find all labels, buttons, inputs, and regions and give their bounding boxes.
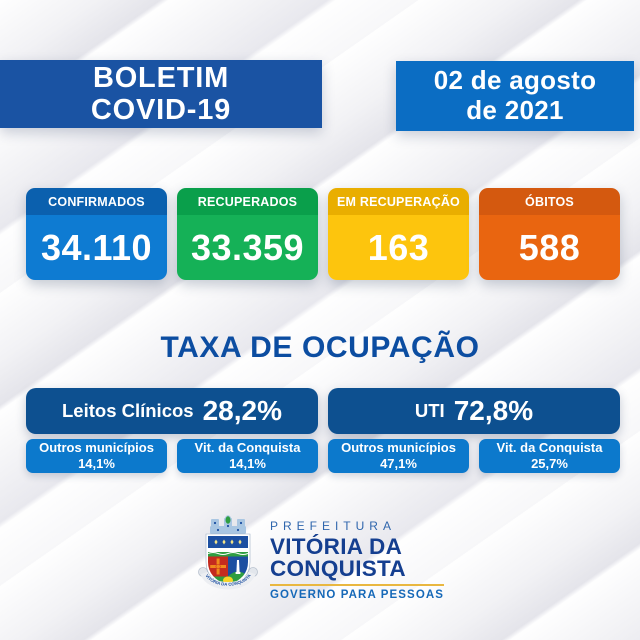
occupancy-sub-row: [328, 439, 620, 473]
city-coat-of-arms-icon: [196, 514, 260, 606]
stat-card-value: 34.110: [26, 215, 167, 280]
crest-ribbon-text: VITÓRIA DA CONQUISTA: [204, 573, 252, 587]
stat-card-label: ÓBITOS: [479, 188, 620, 215]
bulletin-date-banner: [396, 61, 634, 131]
org-name-line1: VITÓRIA DA: [269, 533, 403, 559]
org-prefeitura-label: PREFEITURA: [269, 518, 396, 533]
occupancy-main-label: UTI: [414, 400, 445, 421]
occupancy-sub-vit-da-conquista: [479, 439, 620, 473]
stat-card-label: EM RECUPERAÇÃO: [328, 188, 469, 215]
occupancy-main-value: 72,8%: [453, 395, 534, 426]
occupancy-sub-value: 14,1%: [78, 456, 115, 471]
footer-logo: [0, 514, 640, 606]
stat-cards-row: [26, 188, 620, 280]
bulletin-date-line1: 02 de agosto: [433, 65, 597, 96]
org-slogan: GOVERNO PARA PESSOAS: [269, 589, 445, 602]
org-name-line2: CONQUISTA: [269, 556, 406, 581]
occupancy-sub-label: Vit. da Conquista: [496, 440, 603, 456]
occupancy-sub-value: 25,7%: [531, 456, 568, 471]
org-text-block: [270, 519, 444, 601]
occupancy-sub-label: Outros municípios: [341, 440, 456, 456]
occupancy-section-uti: [328, 388, 620, 473]
bulletin-title-banner: [0, 60, 322, 128]
stat-card-value: 588: [479, 215, 620, 280]
occupancy-main-box: [26, 388, 318, 434]
stat-card-confirmados: [26, 188, 167, 280]
bulletin-title-line2: COVID-19: [90, 94, 232, 126]
occupancy-sub-outros-municipios: [328, 439, 469, 473]
stat-card-label: RECUPERADOS: [177, 188, 318, 215]
stat-card-value: 33.359: [177, 215, 318, 280]
occupancy-sub-vit-da-conquista: [177, 439, 318, 473]
occupancy-main-box: [328, 388, 620, 434]
occupancy-sub-row: [26, 439, 318, 473]
occupancy-main-value: 28,2%: [202, 395, 282, 426]
bulletin-date-line2: de 2021: [466, 95, 564, 125]
occupancy-main-label: Leitos Clínicos: [62, 400, 194, 421]
occupancy-sub-label: Vit. da Conquista: [194, 440, 301, 456]
occupancy-sub-label: Outros municípios: [39, 440, 154, 456]
occupancy-section-leitos-clinicos: [26, 388, 318, 473]
stat-card-obitos: [479, 188, 620, 280]
occupancy-sub-value: 47,1%: [380, 456, 417, 471]
bulletin-title-line1: BOLETIM: [92, 61, 230, 94]
org-gold-divider: [270, 584, 444, 586]
stat-card-recuperados: [177, 188, 318, 280]
stat-card-label: CONFIRMADOS: [26, 188, 167, 215]
occupancy-sub-outros-municipios: [26, 439, 167, 473]
occupancy-title: TAXA DE OCUPAÇÃO: [160, 331, 480, 364]
occupancy-sub-value: 14,1%: [229, 456, 266, 471]
stat-card-em-recuperacao: [328, 188, 469, 280]
stat-card-value: 163: [328, 215, 469, 280]
